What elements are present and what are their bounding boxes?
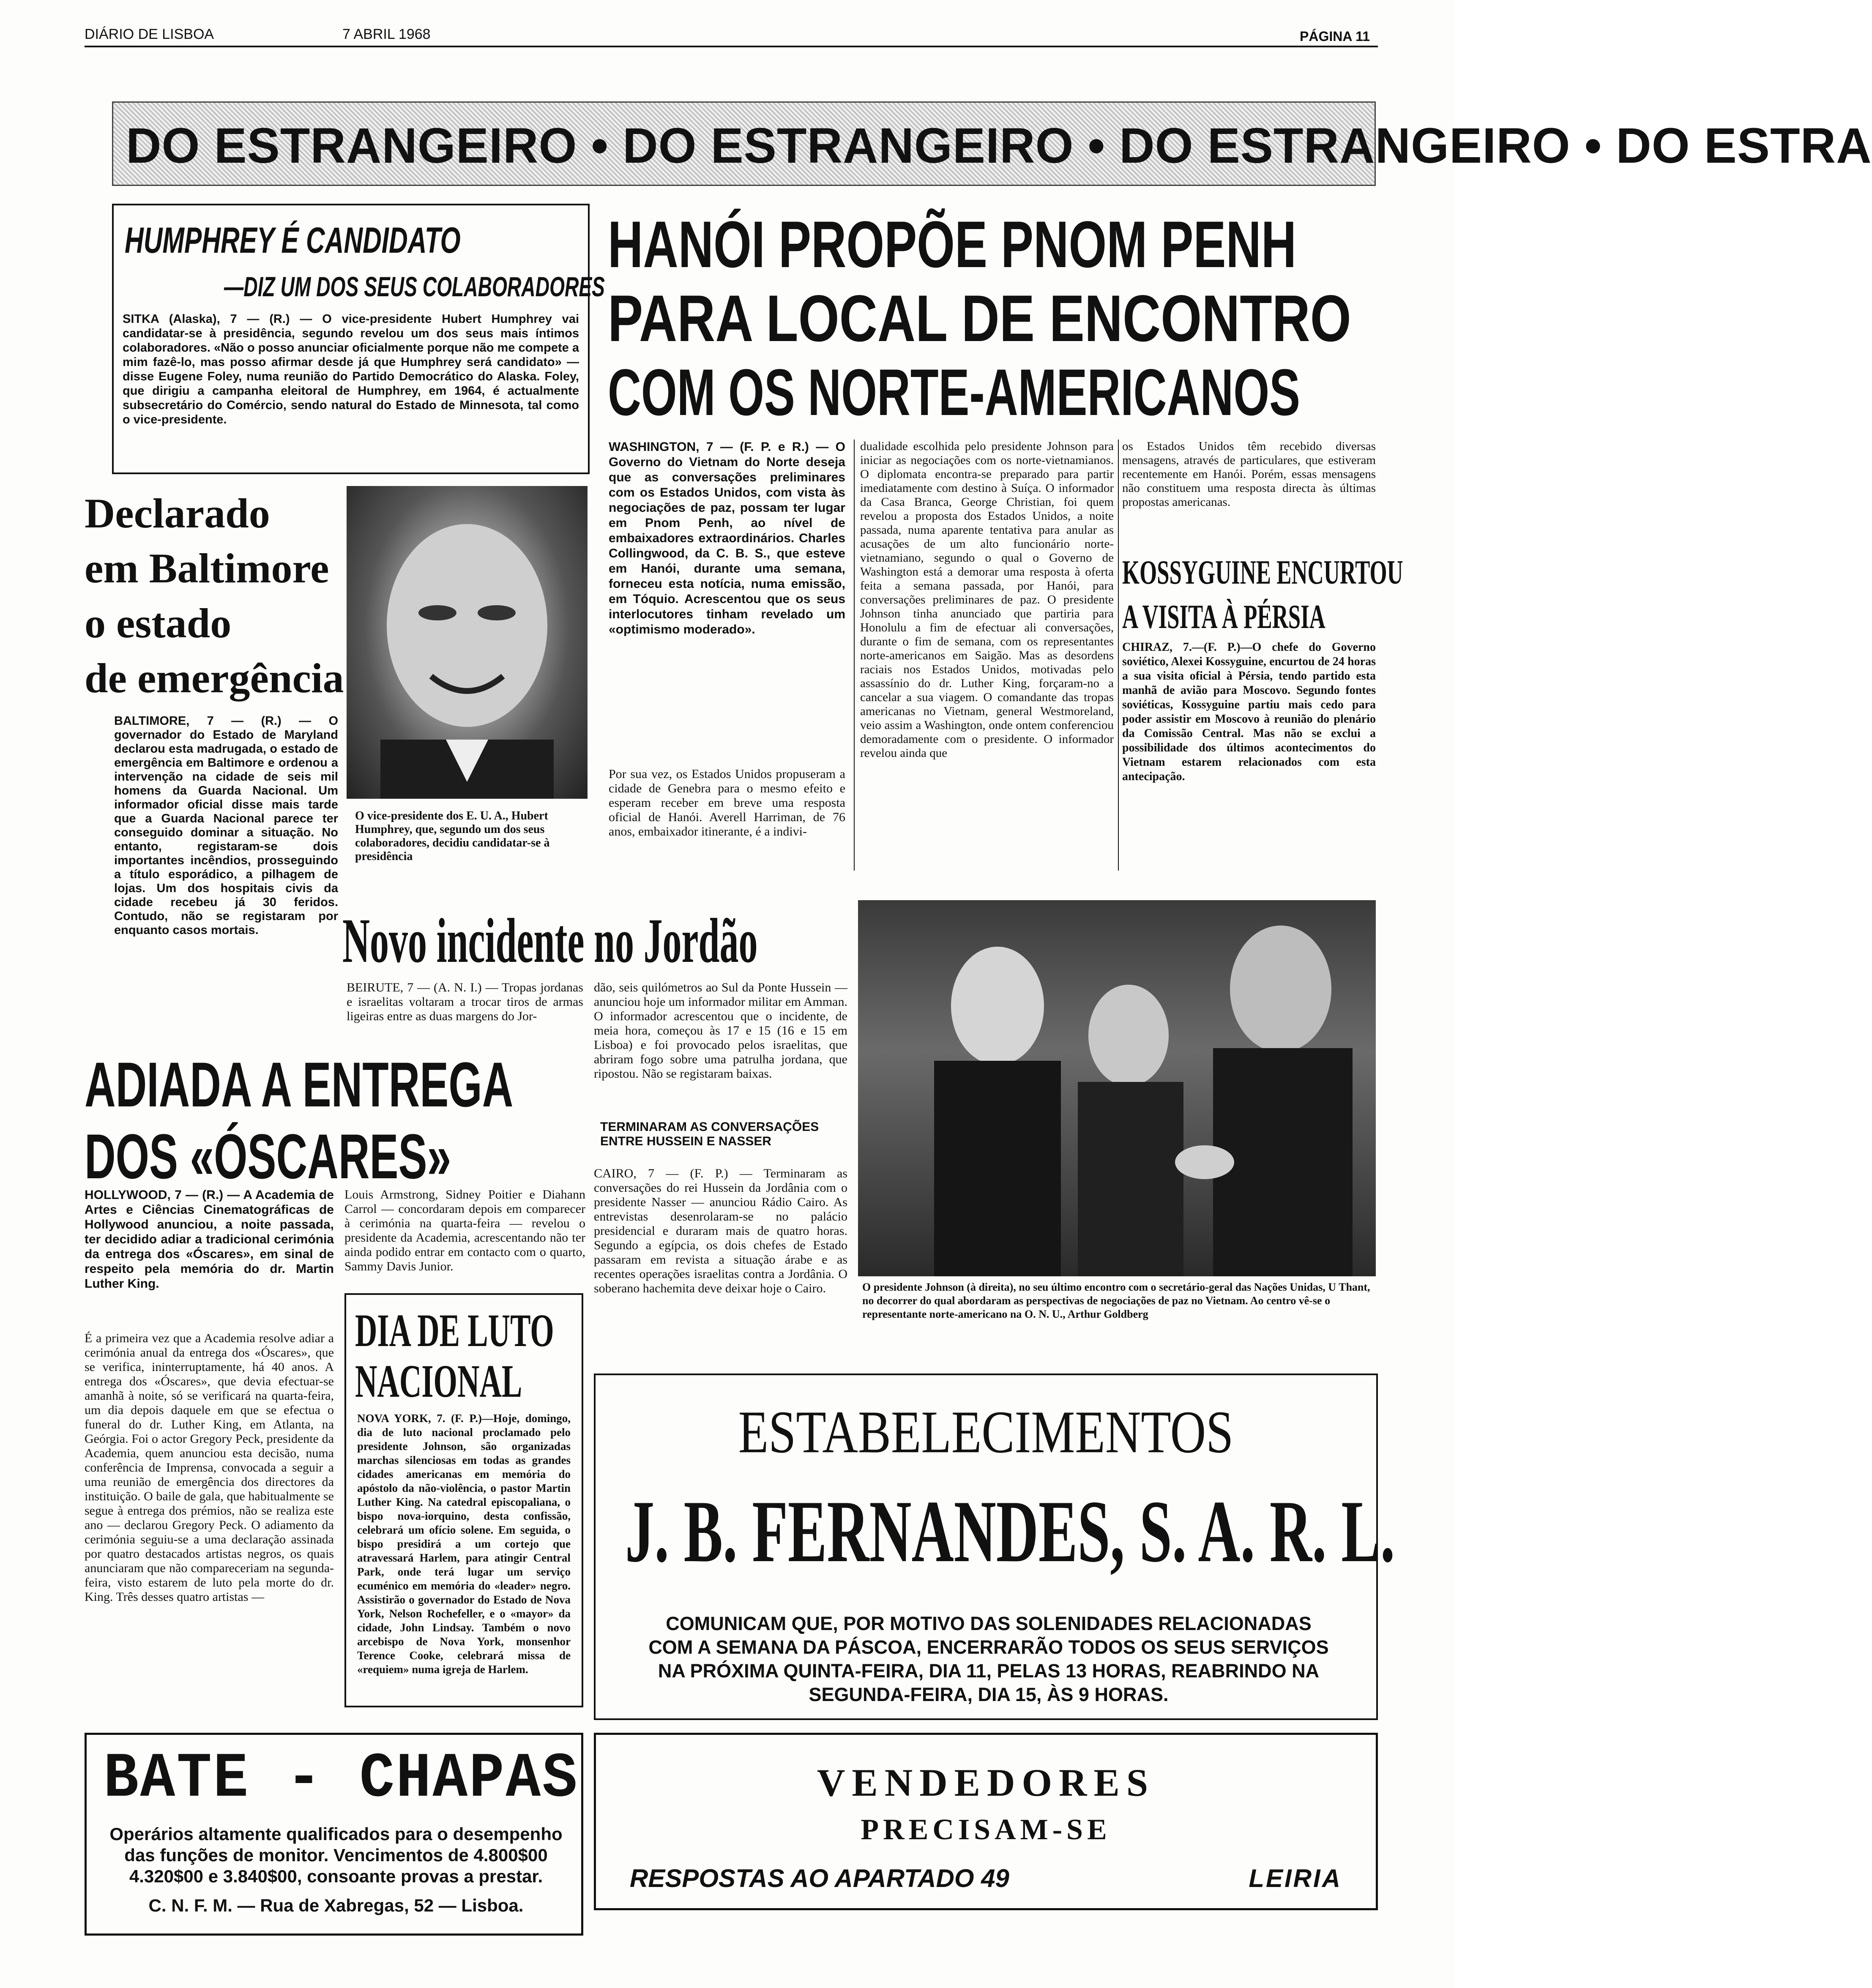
hanoi-title-line-2: PARA LOCAL DE ENCONTRO xyxy=(608,282,1351,355)
johnson-photo xyxy=(858,900,1376,1276)
ad-vendedores xyxy=(594,1733,1378,1910)
ad-fernandes xyxy=(594,1374,1395,1720)
portrait-illustration xyxy=(347,486,588,799)
luto-body: NOVA YORK, 7. (F. P.)—Hoje, domingo, dia de luto nacional proclamado pelo presidente Johnson, são organizadas marchas silenciosas em todas as grandes cidades americanas em memória do apóstolo da não-violência, o pastor Martin Luther King. Na catedral episcopaliana, o bispo nova-iorquino, desta confissão, celebrará um ofício solene. Em seguida, o bispo presidirá a um cortejo que atravessará Harlem, para atingir Central Park, onde terá lugar um serviço ecuménico em memória do «leader» negro. Assistirão o governador do Estado de Nova York, Nelson Rochefeller, e o «mayor» da cidade, John Lindsay. Também o novo arcebispo de Nova York, monsenhor Terence Cooke, celebrará missa de «requiem» numa igreja de Harlem. xyxy=(357,1412,571,1676)
hussein-body: CAIRO, 7 — (F. P.) — Terminaram as conversações do rei Hussein da Jordânia com o presidente Nasser — anunciou Rádio Cairo. As entrevistas desenrolaram-se no palácio presidencial e duraram mais de quatro horas. Segundo a egípcia, os dois chefes de Estado passaram em revista a situação árabe e as recentes operações israelitas contra a Jordânia. O soberano hachemita deve deixar hoje o Cairo. xyxy=(594,1166,847,1295)
ad-vendedores-title: VENDEDORES xyxy=(817,1761,1155,1804)
page-number: PÁGINA 11 xyxy=(1300,29,1370,44)
paper-name: DIÁRIO DE LISBOA xyxy=(85,26,214,42)
oscares-title-line-2: DOS «ÓSCARES» xyxy=(85,1121,451,1192)
hanoi-headline xyxy=(600,207,1378,444)
hanoi-col2: dualidade escolhida pelo presidente Johnson para iniciar as negociações com os norte-vietnamianos. O diplomata encontra-se preparado para partir imediatamente com destino à Suíça. O informador da Casa Branca, George Christian, foi quem revelou a proposta dos Estados Unidos, a noite passada, numa aparente tentativa para anular as acusações de um alto funcionário norte-vietnamiano, segundo o qual o Governo de Washington está a demorar uma resposta à oferta feita a semana passada, por Hanói, para conversações preliminares de paz. O presidente Johnson tinha anunciado que partiria para Honolulu a fim de efectuar ali conversações, durante o fim de semana, com os representantes norte-americanos em Saigão. Mas as desordens raciais nos Estados Unidos, motivadas pelo assassínio do dr. Luther King, forçaram-no a cancelar a sua viagem. O comandante das tropas americanas no Vietnam, general Westmoreland, veio assim a Washington, onde ontem conferenciou demoradamente com o presidente. O informador revelou ainda que xyxy=(860,440,1114,760)
oscares-col2: Louis Armstrong, Sidney Poitier e Diahann Carrol — concordaram depois em comparecer à cerimónia na quarta-feira — revelou o presidente da Academia, acrescentando não ter ainda podido entrar em contacto com o quarto, Sammy Davis Junior. xyxy=(344,1188,585,1273)
section-banner xyxy=(112,101,1872,186)
baltimore-title xyxy=(85,486,347,706)
jordao-title: Novo incidente no Jordão xyxy=(342,906,758,976)
baltimore-body: BALTIMORE, 7 — (R.) — O governador do Estado de Maryland declarou esta madrugada, o estado de emergência em Baltimore e ordenou a intervenção na cidade de seis mil homens da Guarda Nacional. Um informador oficial disse mais tarde que a Guarda Nacional parece ter conseguido dominar a situação. No entanto, registaram-se dois importantes incêndios, prosseguindo a título esporádico, a pilhagem de lojas. Um dos hospitais civis da cidade recebeu já 30 feridos. Contudo, não se registaram por enquanto casos mortais. xyxy=(114,714,338,937)
ad-fernandes-line1: ESTABELECIMENTOS xyxy=(738,1398,1234,1466)
hanoi-title-line-3: COM OS NORTE-AMERICANOS xyxy=(608,356,1300,429)
ad-chapas-text: Operários altamente qualificados para o desempenho das funções de monitor. Vencimentos de 4.800$00 4.320$00 e 3.840$00, consoante provas a prestar. xyxy=(109,1824,563,1886)
jordao-col1: BEIRUTE, 7 — (A. N. I.) — Tropas jordanas e israelitas voltaram a trocar tiros de armas ligeiras entre as duas margens do Jor- xyxy=(347,980,583,1023)
hanoi-col3: os Estados Unidos têm recebido diversas mensagens, através de particulares, que estiveram recentemente em Hanói. Porém, essas mensagens não constituem uma resposta directa às últimas propostas americanas. xyxy=(1122,440,1376,509)
johnson-photo-caption: O presidente Johnson (à direita), no seu último encontro com o secretário-geral das Nações Unidas, U Thant, no decorrer do qual abordaram as perspectivas de negociações de paz no Vietnam. Ao centro vê-se o representante norte-americano na O. N. U., Arthur Goldberg xyxy=(862,1281,1370,1320)
ad-fernandes-text: COMUNICAM QUE, POR MOTIVO DAS SOLENIDADES RELACIONADAS COM A SEMANA DA PÁSCOA, ENCERRARÃO TODOS OS SEUS SERVIÇOS NA PRÓXIMA QUINTA-FEIRA, DIA 11, PELAS 13 HORAS, REABRINDO NA SEGUNDA-FEIRA, DIA 15, ÀS 9 HORAS. xyxy=(648,1613,1329,1705)
baltimore-title-line-3: o estado xyxy=(85,600,232,647)
hussein-subtitle: TERMINARAM AS CONVERSAÇÕES ENTRE HUSSEIN E NASSER xyxy=(600,1120,819,1148)
baltimore-title-line-4: de emergência xyxy=(85,655,344,702)
kossyguine-title-line-1: KOSSYGUINE ENCURTOU xyxy=(1122,554,1403,591)
header-rule xyxy=(85,46,1378,47)
luto-title-line-2: NACIONAL xyxy=(355,1355,522,1407)
kossyguine-body: CHIRAZ, 7.—(F. P.)—O chefe do Governo soviético, Alexei Kossyguine, encurtou de 24 horas a sua visita oficial à Pérsia, tendo partido esta manhã de avião para Moscovo. Segundo fontes soviéticas, Kossyguine partiu mais cedo para poder assistir em Moscovo à reunião do plenário da Comissão Central. Mas não se exclui a possibilidade dos últimos acontecimentos do Vietnam estarem relacionados com esta antecipação. xyxy=(1122,641,1376,783)
hanoi-col1b: Por sua vez, os Estados Unidos propuseram a cidade de Genebra para o mesmo efeito e esperam receber em breve uma resposta oficial de Hanói. Averell Harriman, de 76 anos, embaixador itinerante, é a indivi- xyxy=(609,767,845,838)
humphrey-title: HUMPHREY É CANDIDATO xyxy=(125,220,461,261)
column-rule xyxy=(854,440,855,871)
ad-chapas xyxy=(85,1733,583,1936)
ad-vendedores-sub: PRECISAM-SE xyxy=(861,1813,1111,1846)
hanoi-col1: WASHINGTON, 7 — (F. P. e R.) — O Governo do Vietnam do Norte deseja que as conversações preliminares com os Estados Unidos, com vista às negociações de paz, possam ter lugar em Pnom Penh, ao nível de embaixadores extraordinários. Charles Collingwood, da C. B. S., que esteve em Hanói, durante uma semana, forneceu esta notícia, numa emissão, em Tóquio. Acrescentou que os seus interlocutores tinham revelado um «optimismo moderado». xyxy=(609,440,845,636)
kossyguine-title-line-2: A VISITA À PÉRSIA xyxy=(1122,598,1325,636)
banner-text: DO ESTRANGEIRO • DO ESTRANGEIRO • DO ESTRANGEIRO • DO ESTRA xyxy=(126,118,1872,174)
humphrey-photo xyxy=(347,486,588,799)
oscares-title-line-1: ADIADA A ENTREGA xyxy=(85,1049,514,1120)
humphrey-body: SITKA (Alaska), 7 — (R.) — O vice-presidente Hubert Humphrey vai candidatar-se à presidência, segundo revelou um dos seus mais íntimos colaboradores. «Não o posso anunciar oficialmente porque não me compete a mim fazê-lo, mas posso afirmar desde já que Humphrey será candidato» — disse Eugene Foley, numa reunião do Partido Democrático do Alaska. Foley, que dirigiu a campanha eleitoral de Humphrey, em 1964, é actualmente subsecretário do Comércio, sendo natural do Estado de Minnesota, tal como o vice-presidente. xyxy=(123,312,579,426)
humphrey-photo-caption: O vice-presidente dos E. U. A., Hubert Humphrey, que, segundo um dos seus colaboradores, decidiu candidatar-se à presidência xyxy=(355,809,550,863)
ad-vendedores-right: LEIRIA xyxy=(1249,1864,1342,1892)
group-illustration xyxy=(858,900,1376,1276)
humphrey-subtitle: —DIZ UM DOS SEUS COLABORADORES xyxy=(224,271,605,302)
ad-chapas-title: BATE - CHAPAS xyxy=(104,1743,579,1815)
jordao-col2: dão, seis quilómetros ao Sul da Ponte Hussein — anunciou hoje um informador militar em Amman. O informador acrescentou que o incidente, de meia hora, começou às 17 e 15 (16 e 15 em Lisboa) e foi provocado pelos israelitas, que abriram fogo sobre uma patrulha jordana, que ripostou. Não se registaram baixas. xyxy=(594,980,847,1081)
baltimore-title-line-2: em Baltimore xyxy=(85,545,329,592)
baltimore-title-line-1: Declarado xyxy=(85,490,270,537)
oscares-col1: É a primeira vez que a Academia resolve adiar a cerimónia anual da entrega dos «Óscares», que se verifica, ininterruptamente, há 40 anos. A entrega dos «Óscares», que devia efectuar-se amanhã à noite, só se verificará na quarta-feira, um dia depois daquele em que se efectua o funeral do dr. Luther King, em Atlanta, na Geórgia. Foi o actor Gregory Peck, presidente da Academia, quem anunciou esta decisão, numa conferência de Imprensa, convocada a seguir a uma reunião de emergência dos directores da instituição. O baile de gala, que habitualmente se segue à entrega dos prémios, não se realiza este ano — declarou Gregory Peck. O adiamento da cerimónia seguiu-se a uma declaração assinada por quatro destacados artistas negros, os quais anunciaram que não compareceriam na segunda-feira, visto estarem de luto pela morte do dr. King. Três desses quatro artistas — xyxy=(85,1331,334,1604)
oscares-lead: HOLLYWOOD, 7 — (R.) — A Academia de Artes e Ciências Cinematográficas de Hollywood anunciou, a noite passada, ter decidido adiar a tradicional cerimónia da entrega dos «Óscares», em sinal de respeito pela memória do dr. Martin Luther King. xyxy=(85,1188,334,1291)
ad-chapas-address: C. N. F. M. — Rua de Xabregas, 52 — Lisboa. xyxy=(148,1895,524,1915)
luto-title-line-1: DIA DE LUTO xyxy=(355,1305,554,1356)
ad-fernandes-line2: J. B. FERNANDES, S. A. R. L. xyxy=(625,1483,1395,1581)
hanoi-title-line-1: HANÓI PROPÕE PNOM PENH xyxy=(608,208,1297,281)
issue-date: 7 ABRIL 1968 xyxy=(342,26,431,42)
ad-vendedores-left: RESPOSTAS AO APARTADO 49 xyxy=(630,1864,1009,1892)
column-rule xyxy=(1118,440,1119,871)
